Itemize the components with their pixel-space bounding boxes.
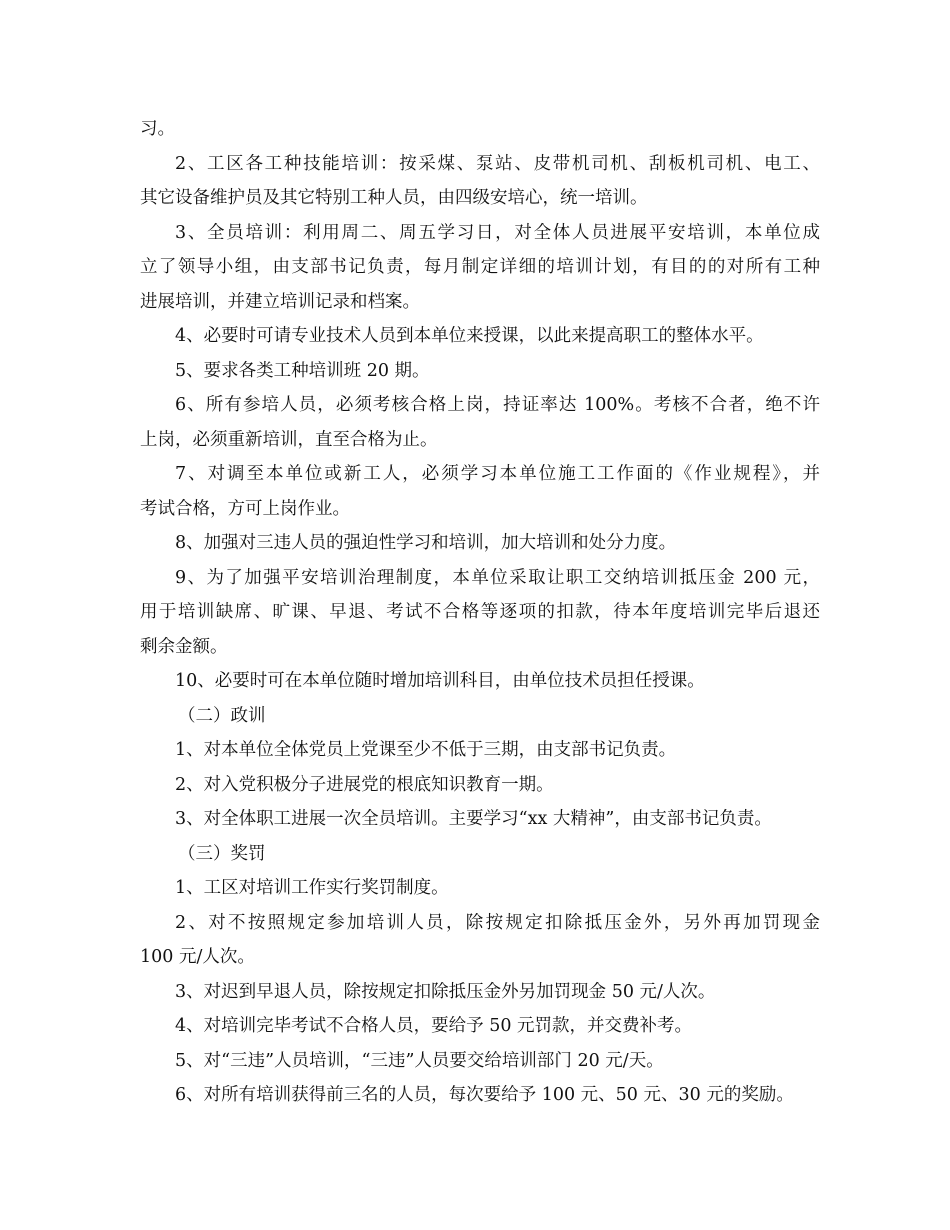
- section-heading: （三）奖罚: [178, 843, 266, 864]
- paragraph-line: 5、要求各类工种培训班 20 期。: [175, 360, 430, 381]
- paragraph-line: 1、对本单位全体党员上党课至少不低于三期，由支部书记负责。: [175, 740, 677, 760]
- paragraph-line: 4、必要时可请专业技术人员到本单位来授课，以此来提高职工的整体水平。: [175, 326, 764, 346]
- paragraph-line: 立了领导小组，由支部书记负责，每月制定详细的培训计划，有目的的对所有工种: [140, 257, 820, 277]
- paragraph-line: 8、加强对三违人员的强迫性学习和培训，加大培训和处分力度。: [175, 533, 677, 553]
- paragraph-line: 上岗，必须重新培训，直至合格为止。: [140, 429, 438, 450]
- paragraph-line: 10、必要时可在本单位随时增加培训科目，由单位技术员担任授课。: [175, 671, 705, 691]
- paragraph-line: 100 元/人次。: [140, 947, 255, 967]
- paragraph-line: 6、对所有培训获得前三名的人员，每次要给予 100 元、50 元、30 元的奖励。: [175, 1085, 794, 1105]
- paragraph-line: 2、对不按照规定参加培训人员，除按规定扣除抵压金外，另外再加罚现金: [175, 912, 820, 933]
- paragraph-line: 3、对迟到早退人员，除按规定扣除抵压金外另加罚现金 50 元/人次。: [175, 981, 716, 1002]
- paragraph-line: 考试合格，方可上岗作业。: [140, 498, 350, 519]
- paragraph-line: 进展培训，并建立培训记录和档案。: [140, 291, 420, 312]
- paragraph-line: 3、对全体职工进展一次全员培训。主要学习“xx 大精神”，由支部书记负责。: [175, 809, 772, 829]
- paragraph-line: 习。: [140, 119, 175, 139]
- paragraph-line: 剩余金额。: [140, 636, 228, 657]
- paragraph-line: 9、为了加强平安培训治理制度，本单位采取让职工交纳培训抵压金 200 元，: [175, 567, 820, 588]
- paragraph-line: 5、对“三违”人员培训，“三违”人员要交给培训部门 20 元/天。: [175, 1050, 664, 1071]
- paragraph-line: 6、所有参培人员，必须考核合格上岗，持证率达 100%。考核不合者，绝不许: [175, 395, 820, 415]
- paragraph-line: 其它设备维护员及其它特别工种人员，由四级安培心，统一培训。: [140, 188, 648, 208]
- paragraph-line: 7、对调至本单位或新工人，必须学习本单位施工工作面的《作业规程》，并: [175, 464, 820, 484]
- paragraph-line: 用于培训缺席、旷课、早退、考试不合格等逐项的扣款，待本年度培训完毕后退还: [140, 602, 820, 622]
- paragraph-line: 4、对培训完毕考试不合格人员，要给予 50 元罚款，并交费补考。: [175, 1016, 693, 1036]
- paragraph-line: 3、全员培训：利用周二、周五学习日，对全体人员进展平安培训，本单位成: [175, 222, 820, 243]
- paragraph-line: 2、工区各工种技能培训：按采煤、泵站、皮带机司机、刮板机司机、电工、: [175, 153, 820, 174]
- paragraph-line: 1、工区对培训工作实行奖罚制度。: [175, 878, 449, 898]
- document-page: [140, 112, 820, 1113]
- paragraph-line: 2、对入党积极分子进展党的根底知识教育一期。: [175, 774, 554, 795]
- section-heading: （二）政训: [178, 705, 266, 726]
